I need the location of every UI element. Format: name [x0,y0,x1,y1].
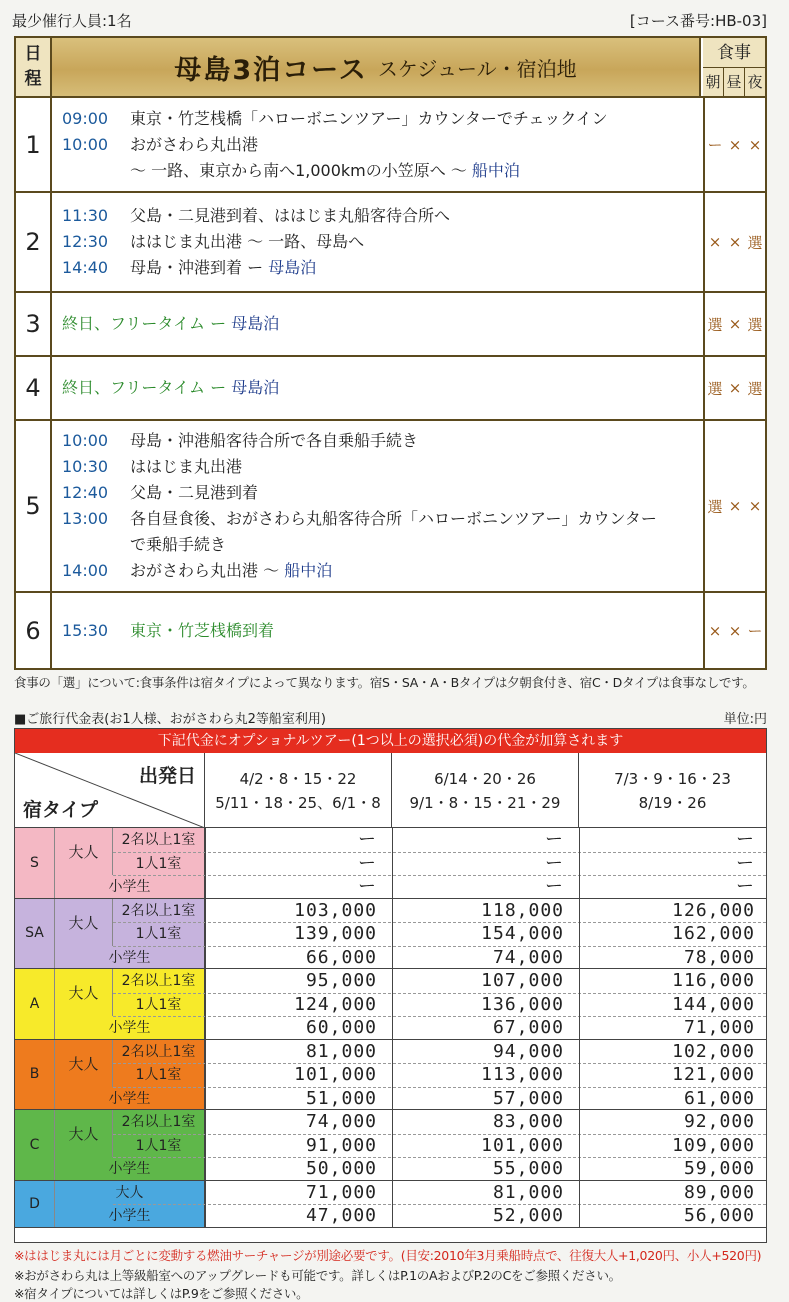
itinerary-text: 終日、フリータイム ー [62,314,232,333]
price-cell: 94,000 [492,1040,564,1062]
price-cell: 103,000 [294,899,377,921]
fee-unit: 単位:円 [723,712,767,727]
itinerary-time [62,532,130,558]
itinerary-text: 東京・竹芝桟橋「ハローボニンツアー」カウンターでチェックイン [130,108,608,128]
child-label: 小学生 [55,946,205,970]
price-cell: 162,000 [672,923,755,944]
lunch-mark: × [728,315,742,333]
itinerary-text: 母島・沖港船客待合所で各自乗船手続き [130,431,419,450]
day-itinerary [62,98,699,191]
price-cell: ー [358,829,377,850]
lunch-mark: × [728,233,742,251]
lodging-group [15,1040,766,1111]
lodging-type-code: A [15,969,55,1039]
lodging-group [15,969,766,1040]
lunch-mark: × [728,379,742,397]
itinerary-text: ははじま丸出港 〜 一路、母島へ [130,232,365,251]
price-cell: 83,000 [492,1111,564,1132]
itinerary-time: 14:00 [62,561,109,580]
itinerary-line [62,203,699,229]
itinerary-line [62,311,699,337]
price-cell: 95,000 [305,970,377,991]
price-cell: 61,000 [683,1087,755,1109]
breakfast-mark: × [708,621,722,640]
price-cell: 144,000 [672,993,755,1015]
meal-lunch-label: 昼 [724,68,745,96]
itinerary-line [62,428,699,454]
column-divider [205,1110,206,1180]
room-2plus-label: 2名以上1室 [113,1040,205,1064]
itinerary-line [62,454,699,480]
lunch-mark: × [728,621,742,640]
breakfast-mark: 選 [707,497,723,516]
adult-label: 大人 [55,969,113,1016]
price-cell: 101,000 [294,1064,377,1085]
room-2plus-label: 2名以上1室 [113,969,205,993]
column-divider [392,1181,393,1227]
price-cell: 121,000 [672,1064,755,1085]
course-title [52,38,701,96]
meal-breakfast-label: 朝 [703,68,724,96]
itinerary-time [62,158,130,184]
room-2plus-label: 2名以上1室 [113,828,205,852]
price-cell: 52,000 [492,1205,564,1226]
itinerary-line [62,375,699,401]
day-meals [703,421,765,591]
child-label: 小学生 [55,1087,205,1111]
price-cell: ー [358,852,377,874]
column-divider [205,969,206,1039]
itinerary-time: 14:40 [62,258,109,277]
course-title-main: 母島3泊コース [174,54,368,86]
footnote-upgrade: ※おがさわら丸は上等級船室へのアップグレードも可能です。詳しくはP.1のAおよびP.2のCをご参照ください。 [14,1268,621,1283]
price-cell: 91,000 [305,1134,377,1156]
itinerary-text: 終日、フリータイム ー [62,378,232,397]
itinerary-line [62,480,699,506]
price-cell: 126,000 [672,899,755,921]
dinner-mark: 選 [747,233,763,252]
day-number: 3 [16,293,52,355]
footnote-fuel-surcharge: ※ははじま丸には月ごとに変動する燃油サーチャージが別途必要です。(目安:2010年3月乗船時点で、往復大人+1,020円、小人+520円) [14,1248,762,1263]
itinerary-line [62,106,699,132]
room-single-label: 1人1室 [113,852,205,876]
column-divider [579,1110,580,1180]
price-cell: ー [736,876,755,897]
price-cell: 81,000 [492,1181,564,1203]
itinerary-line [62,255,699,281]
price-cell: 89,000 [683,1181,755,1203]
price-cell: 51,000 [305,1087,377,1109]
price-cell: 92,000 [683,1111,755,1132]
meal-dinner-label: 夜 [747,73,763,91]
itinerary-time: 13:00 [62,509,109,528]
dinner-mark: × [748,497,762,515]
itinerary-time: 11:30 [62,206,109,225]
adult-label: 大人 [55,1181,205,1205]
price-cell: 71,000 [305,1181,377,1203]
child-label: 小学生 [55,875,205,899]
price-cell: ー [358,876,377,897]
breakfast-mark: ー [707,136,723,154]
day-number: 6 [16,593,52,668]
itinerary-line [62,229,699,255]
min-participants: 最少催行人員:1名 [12,12,132,30]
price-cell: 78,000 [683,946,755,968]
price-cell: 67,000 [492,1017,564,1038]
itinerary-line [62,532,699,558]
column-divider [392,899,393,969]
meal-column-header: 食事 朝 昼 夜 [703,38,765,96]
footnote-lodging-type: ※宿タイプについては詳しくはP.9をご参照ください。 [14,1286,309,1301]
itinerary-text: で乗船手続き [130,535,227,554]
schedule-day-row [16,293,765,357]
schedule-day-row [16,357,765,421]
itinerary-time: 12:30 [62,232,109,251]
adult-label: 大人 [55,1110,113,1157]
column-divider [205,899,206,969]
itinerary-text: 父島・二見港到着 [130,483,259,502]
price-cell: 47,000 [305,1205,377,1226]
column-divider [392,1110,393,1180]
room-single-label: 1人1室 [113,1134,205,1158]
itinerary-time: 09:00 [62,108,109,128]
price-cell: 50,000 [305,1158,377,1179]
itinerary-text: 父島・二見港到着、ははじま丸船客待合所へ [130,206,451,225]
overnight-stay: 母島泊 [268,258,317,277]
itinerary-text: おがさわら丸出港 〜 [130,561,285,580]
room-2plus-label: 2名以上1室 [113,899,205,923]
column-divider [392,969,393,1039]
day-itinerary [62,193,699,291]
lodging-group [15,899,766,970]
dinner-mark: 選 [747,379,763,398]
itinerary-line [62,506,699,532]
overnight-stay: 船中泊 [284,561,333,580]
price-cell: ー [736,852,755,874]
overnight-stay: 母島泊 [231,314,280,333]
lodging-type-code: D [15,1181,55,1227]
column-divider [579,828,580,898]
price-cell: ー [545,876,564,897]
itinerary-text: 〜 一路、東京から南へ1,000kmの小笠原へ 〜 [130,160,472,180]
child-label: 小学生 [55,1016,205,1040]
price-cell: 74,000 [305,1111,377,1132]
price-corner [15,753,205,828]
schedule-day-row [16,193,765,293]
lodging-type-code: SA [15,899,55,969]
itinerary-text: 各自昼食後、おがさわら丸船客待合所「ハローボニンツアー」カウンター [130,509,657,528]
itinerary-line [62,132,699,158]
lodging-type-code: C [15,1110,55,1180]
price-cell: 81,000 [305,1040,377,1062]
price-cell: 107,000 [481,970,564,991]
room-single-label: 1人1室 [113,993,205,1017]
itinerary-line [62,558,699,584]
day-itinerary [62,357,699,419]
schedule-day-row [16,421,765,593]
price-cell: 59,000 [683,1158,755,1179]
overnight-stay: 船中泊 [471,160,520,180]
day-meals [703,357,765,419]
adult-label: 大人 [55,828,113,875]
day-column-header: 日 程 [16,38,52,96]
itinerary-time: 10:30 [62,457,109,476]
price-cell: 113,000 [481,1064,564,1085]
lunch-mark: × [728,135,742,154]
fee-table-title: ■ご旅行代金表(お1人様、おがさわら丸2等船室利用) [14,712,326,727]
price-cell: ー [736,829,755,850]
column-divider [579,899,580,969]
dinner-mark: × [748,135,762,154]
itinerary-time: 12:40 [62,483,109,502]
child-label: 小学生 [55,1204,205,1228]
itinerary-text: ははじま丸出港 [130,457,243,476]
itinerary-line [62,618,699,644]
day-meals [703,193,765,291]
course-title-sub: スケジュール・宿泊地 [377,56,577,81]
adult-label: 大人 [55,899,113,946]
schedule-day-row [16,98,765,193]
day-number: 1 [16,98,52,191]
room-single-label: 1人1室 [113,922,205,946]
lodging-group [15,1110,766,1181]
price-cell: ー [545,852,564,874]
date-column-2: 6/14・20・26 9/1・8・15・21・29 [392,753,579,828]
itinerary-text: おがさわら丸出港 [130,134,259,154]
lodging-type-code: B [15,1040,55,1110]
price-cell: 154,000 [481,923,564,944]
day-number: 4 [16,357,52,419]
column-divider [205,1040,206,1110]
price-cell: 74,000 [492,946,564,968]
lunch-mark: × [728,497,742,515]
itinerary-text: 母島・沖港到着 ー [130,258,269,277]
schedule-table [14,36,767,670]
day-meals [703,593,765,668]
column-divider [579,969,580,1039]
itinerary-line [62,158,699,184]
day-meals [703,98,765,191]
price-cell: 57,000 [492,1087,564,1109]
dinner-mark: ー [747,622,763,640]
meal-note: 食事の「選」について:食事条件は宿タイプによって異なります。宿S・SA・A・Bタイプは夕朝食付き、宿C・Dタイプは食事なしです。 [14,675,755,690]
price-cell: 71,000 [683,1017,755,1038]
itinerary-time: 10:00 [62,134,109,154]
price-cell: 124,000 [294,993,377,1015]
price-cell: 60,000 [305,1017,377,1038]
price-cell: 136,000 [481,993,564,1015]
itinerary-text: 東京・竹芝桟橋到着 [130,620,275,640]
price-cell: 118,000 [481,899,564,921]
price-cell: 139,000 [294,923,377,944]
price-cell: 102,000 [672,1040,755,1062]
schedule-day-row [16,593,765,668]
date-column-3: 7/3・9・16・23 8/19・26 [614,769,731,812]
price-cell: 116,000 [672,970,755,991]
price-cell: 66,000 [305,946,377,968]
column-divider [579,1040,580,1110]
day-itinerary [62,293,699,355]
column-divider [205,828,206,898]
overnight-stay: 母島泊 [231,378,280,397]
child-label: 小学生 [55,1157,205,1181]
price-cell: 56,000 [683,1205,755,1226]
price-cell: 109,000 [672,1134,755,1156]
itinerary-time: 10:00 [62,431,109,450]
column-divider [392,1040,393,1110]
day-itinerary [62,593,699,668]
course-number: [コース番号:HB-03] [629,12,767,30]
column-divider [205,1181,206,1227]
price-cell: ー [545,829,564,850]
column-divider [392,828,393,898]
day-number: 2 [16,193,52,291]
lodging-group [15,828,766,899]
price-cell: 101,000 [481,1134,564,1156]
adult-label: 大人 [55,1040,113,1087]
departure-label: 出発日 [138,765,196,787]
date-column-1: 4/2・8・15・22 5/11・18・25、6/1・8 [205,753,392,828]
price-cell: 55,000 [492,1158,564,1179]
itinerary-time: 15:30 [62,620,109,640]
breakfast-mark: 選 [707,379,723,398]
lodging-group [15,1181,766,1228]
column-divider [579,1181,580,1227]
room-single-label: 1人1室 [113,1063,205,1087]
day-number: 5 [16,421,52,591]
dinner-mark: 選 [747,315,763,334]
lodging-type-label: 宿タイプ [23,799,99,821]
price-header [15,753,766,828]
day-meals [703,293,765,355]
room-2plus-label: 2名以上1室 [113,1110,205,1134]
breakfast-mark: × [708,233,722,251]
lodging-type-code: S [15,828,55,898]
breakfast-mark: 選 [707,315,723,334]
price-table [14,728,767,1243]
optional-tour-banner: 下記代金にオプショナルツアー(1つ以上の選択必須)の代金が加算されます [15,729,766,753]
day-itinerary [62,421,699,591]
schedule-header [16,38,765,98]
